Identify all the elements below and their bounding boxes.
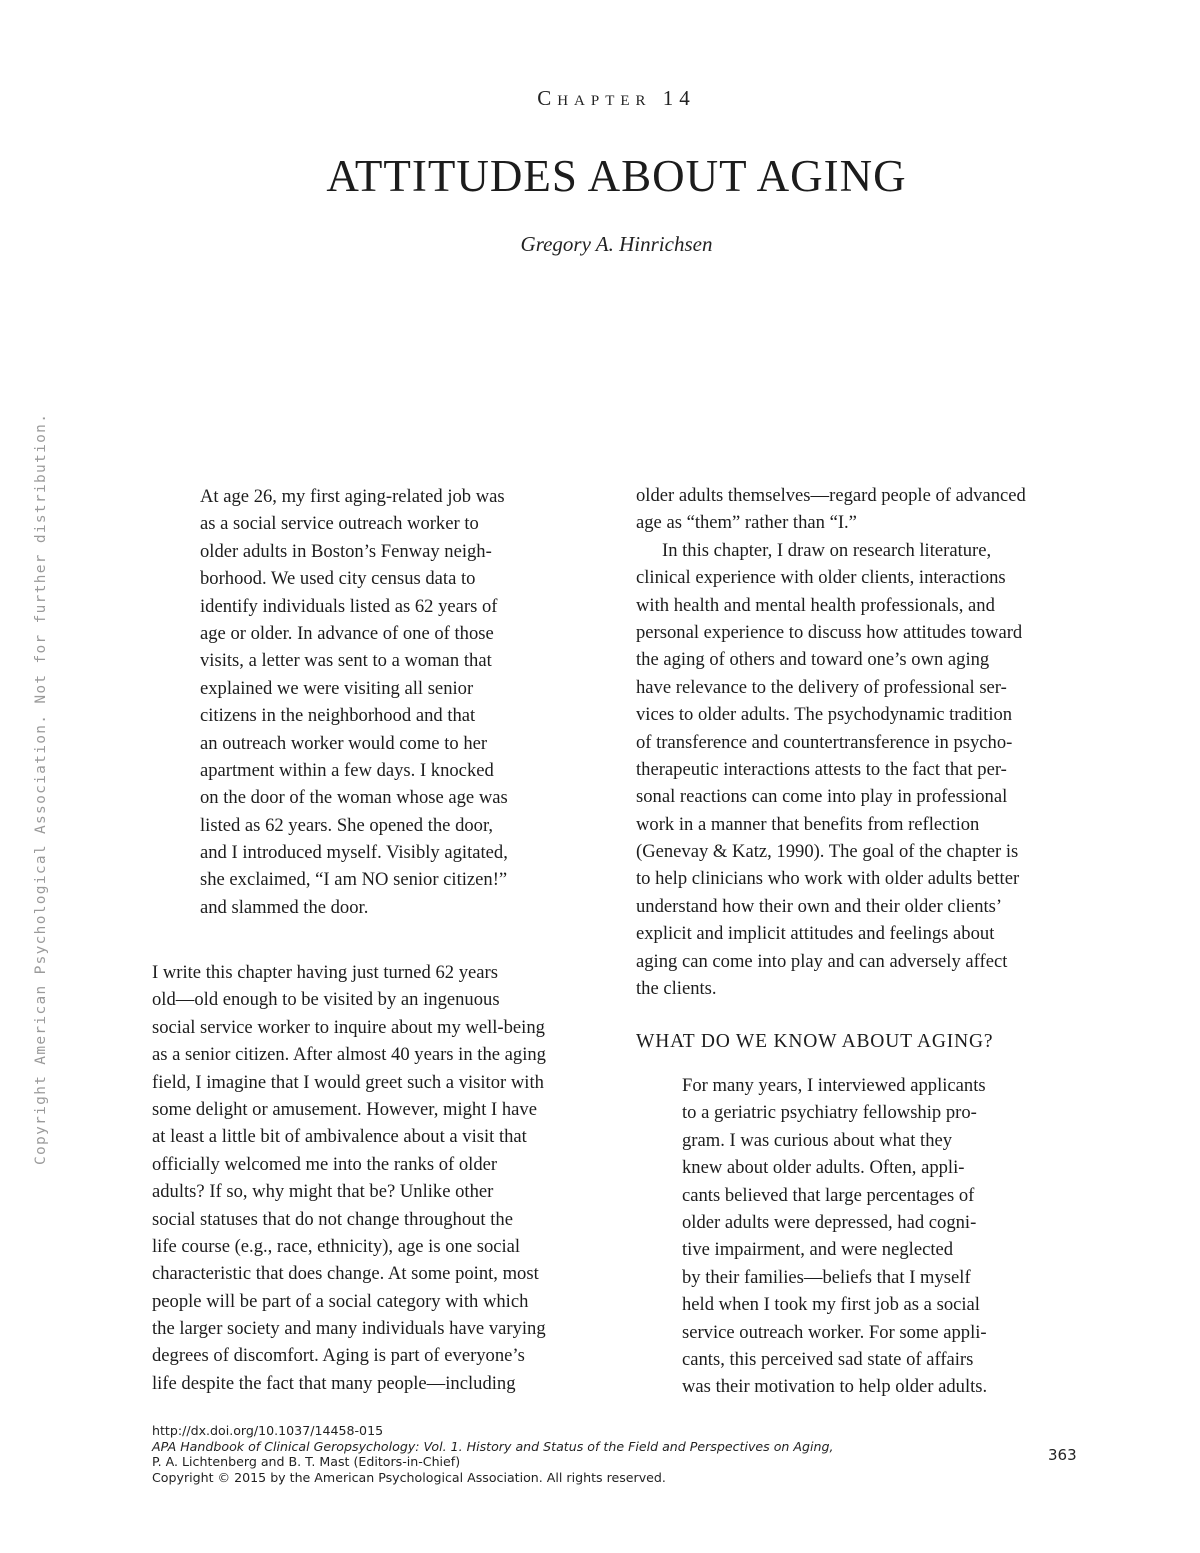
epigraph-line: listed as 62 years. She opened the door, [200, 814, 494, 836]
body-text-right-column [636, 482, 1026, 1002]
body-line: aging can come into play and can adversely affect [636, 950, 1008, 972]
body-line: age as “them” rather than “I.” [636, 512, 857, 534]
body-line: (Genevay & Katz, 1990). The goal of the chapter is [636, 841, 1019, 863]
body-line: degrees of discomfort. Aging is part of everyone’s [152, 1345, 525, 1367]
body-line: In this chapter, I draw on research literature, [662, 539, 992, 561]
body-line: older adults themselves—regard people of advanced [636, 485, 1026, 506]
quote-line: gram. I was curious about what they [682, 1129, 953, 1151]
epigraph-line: an outreach worker would come to her [200, 732, 488, 754]
quote-line: tive impairment, and were neglected [682, 1239, 954, 1261]
editors-line: P. A. Lichtenberg and B. T. Mast (Editors-in-Chief) [152, 1454, 461, 1469]
body-line: vices to older adults. The psychodynamic tradition [636, 704, 1013, 726]
epigraph-line: citizens in the neighborhood and that [200, 705, 476, 727]
quote-line: cants believed that large percentages of [682, 1184, 975, 1206]
body-line: characteristic that does change. At some point, most [152, 1263, 539, 1285]
quote-line: older adults were depressed, had cogni- [682, 1211, 977, 1233]
quote-line: to a geriatric psychiatry fellowship pro- [682, 1102, 977, 1124]
epigraph-line: age or older. In advance of one of those [200, 622, 494, 644]
epigraph-line: borhood. We used city census data to [200, 568, 476, 590]
body-line: the larger society and many individuals have varying [152, 1318, 546, 1340]
body-line: people will be part of a social category with which [152, 1290, 529, 1312]
body-line: with health and mental health professionals, and [636, 594, 995, 616]
body-line: understand how their own and their older clients’ [636, 895, 1003, 917]
section-quote [682, 1072, 987, 1401]
epigraph-line: explained we were visiting all senior [200, 677, 474, 699]
body-line: officially welcomed me into the ranks of older [152, 1153, 498, 1175]
epigraph-line: on the door of the woman whose age was [200, 787, 508, 809]
body-line: as a senior citizen. After almost 40 years in the aging [152, 1044, 546, 1066]
body-text-left-column [152, 959, 546, 1397]
chapter-title: ATTITUDES ABOUT AGING [326, 151, 907, 201]
body-line: old—old enough to be visited by an ingenuous [152, 989, 500, 1011]
body-line: some delight or amusement. However, might I have [152, 1098, 537, 1120]
quote-line: held when I took my first job as a social [682, 1294, 980, 1316]
body-line: have relevance to the delivery of professional ser- [636, 676, 1007, 698]
body-line: social service worker to inquire about my well-being [152, 1016, 545, 1038]
quote-line: was their motivation to help older adults. [682, 1376, 988, 1398]
body-line: life course (e.g., race, ethnicity), age is one social [152, 1235, 521, 1257]
body-line: explicit and implicit attitudes and feelings about [636, 923, 995, 945]
copyright-watermark: Copyright American Psychological Association. Not for further distribution. [33, 412, 49, 1165]
body-line: the clients. [636, 978, 717, 1000]
body-line: to help clinicians who work with older adults better [636, 868, 1020, 890]
body-line: I write this chapter having just turned 62 years [152, 962, 498, 983]
quote-line: cants, this perceived sad state of affairs [682, 1348, 974, 1370]
body-line: life despite the fact that many people—including [152, 1372, 516, 1394]
page-number: 363 [1048, 1446, 1077, 1464]
quote-line: knew about older adults. Often, appli- [682, 1157, 965, 1179]
copyright-notice: Copyright © 2015 by the American Psychological Association. All rights reserved. [152, 1469, 666, 1485]
author-name: Gregory A. Hinrichsen [520, 232, 713, 256]
body-line: work in a manner that benefits from reflection [636, 813, 980, 835]
body-line: at least a little bit of ambivalence about a visit that [152, 1126, 527, 1148]
body-line: field, I imagine that I would greet such a visitor with [152, 1071, 544, 1093]
epigraph-line: identify individuals listed as 62 years of [200, 595, 498, 617]
body-line: personal experience to discuss how attitudes toward [636, 621, 1023, 643]
handbook-citation: APA Handbook of Clinical Geropsychology: Vol. 1. History and Status of the Field and Perspectives on Aging, [152, 1438, 834, 1454]
epigraph [200, 483, 508, 921]
epigraph-line: older adults in Boston’s Fenway neigh- [200, 540, 492, 562]
body-line: adults? If so, why might that be? Unlike other [152, 1181, 494, 1203]
section-heading: WHAT DO WE KNOW ABOUT AGING? [636, 1031, 994, 1052]
body-line: the aging of others and toward one’s own aging [636, 649, 990, 671]
quote-line: For many years, I interviewed applicants [682, 1075, 986, 1096]
page-footer [152, 1423, 834, 1485]
body-line: clinical experience with older clients, interactions [636, 567, 1006, 589]
chapter-label: Chapter 14 [537, 86, 696, 110]
epigraph-line: as a social service outreach worker to [200, 513, 479, 535]
body-line: therapeutic interactions attests to the fact that per- [636, 758, 1007, 780]
epigraph-line: and I introduced myself. Visibly agitated, [200, 842, 508, 864]
body-line: social statuses that do not change throughout the [152, 1208, 513, 1230]
epigraph-line: and slammed the door. [200, 896, 369, 918]
body-line: sonal reactions can come into play in professional [636, 786, 1008, 808]
epigraph-line: apartment within a few days. I knocked [200, 759, 494, 781]
quote-line: by their families—beliefs that I myself [682, 1266, 971, 1288]
quote-line: service outreach worker. For some appli- [682, 1321, 987, 1343]
epigraph-line: she exclaimed, “I am NO senior citizen!” [200, 869, 508, 891]
epigraph-line: visits, a letter was sent to a woman that [200, 650, 492, 672]
doi-link[interactable]: http://dx.doi.org/10.1037/14458-015 [152, 1423, 384, 1438]
epigraph-line: At age 26, my first aging-related job was [200, 486, 505, 507]
body-line: of transference and countertransference in psycho- [636, 731, 1013, 753]
